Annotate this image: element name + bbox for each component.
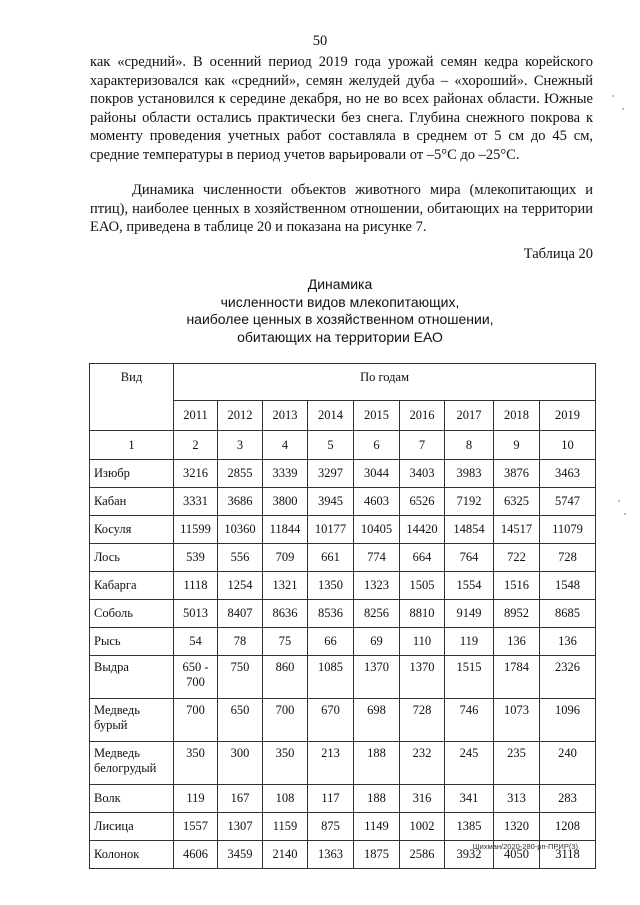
count-cell: 722 xyxy=(494,544,540,572)
count-cell: 3463 xyxy=(540,460,596,488)
caption-line: обитающих на территории ЕАО xyxy=(237,328,443,345)
column-number: 7 xyxy=(400,431,445,460)
count-cell: 11079 xyxy=(540,516,596,544)
count-cell: 764 xyxy=(445,544,494,572)
count-cell: 1073 xyxy=(494,699,540,742)
document-footer: Шихман/2020-280-рп-ПРИР(3) xyxy=(472,842,578,851)
column-number: 9 xyxy=(494,431,540,460)
count-cell: 8256 xyxy=(354,600,400,628)
paragraph-2: Динамика численности объектов животного мира (млекопитающих и птиц), наиболее ценных в хозяйственном отношении, обитающих на территории ЕАО, приведена в таблице 20 и показана на рисунке 7. xyxy=(90,182,593,236)
count-cell: 1554 xyxy=(445,572,494,600)
count-cell: 1002 xyxy=(400,813,445,841)
paragraph-1: как «средний». В осенний период 2019 года урожай семян кедра корейского характеризовался как «средний», семян желудей дуба – «хороший». Снежный покров установился к середине декабря, но не во всех районах области. Южные районы области остались практически без снега. Глубина снежного покрова к моменту проведения учетных работ составляла в среднем от 5 см до 45 см, средние температуры в период учетов варьировали от –5°С до –25°С. xyxy=(90,54,593,163)
count-cell: 3983 xyxy=(445,460,494,488)
count-cell: 119 xyxy=(445,628,494,656)
count-cell: 1350 xyxy=(308,572,354,600)
year-header: 2013 xyxy=(263,401,308,431)
table-row xyxy=(90,656,596,699)
year-header: 2011 xyxy=(174,401,218,431)
count-cell: 3297 xyxy=(308,460,354,488)
count-cell: 136 xyxy=(540,628,596,656)
species-name: Рысь xyxy=(90,628,174,656)
count-cell: 774 xyxy=(354,544,400,572)
count-cell: 240 xyxy=(540,742,596,785)
header-years: По годам xyxy=(174,364,596,401)
species-name: Выдра xyxy=(90,656,174,699)
count-cell: 2855 xyxy=(218,460,263,488)
count-cell: 1307 xyxy=(218,813,263,841)
species-name: Медведь бурый xyxy=(90,699,174,742)
count-cell: 108 xyxy=(263,785,308,813)
year-header: 2019 xyxy=(540,401,596,431)
count-cell: 1321 xyxy=(263,572,308,600)
count-cell: 350 xyxy=(174,742,218,785)
count-cell: 136 xyxy=(494,628,540,656)
count-cell: 1784 xyxy=(494,656,540,699)
count-cell: 750 xyxy=(218,656,263,699)
species-name: Волк xyxy=(90,785,174,813)
count-cell: 698 xyxy=(354,699,400,742)
count-cell: 875 xyxy=(308,813,354,841)
count-cell: 1085 xyxy=(308,656,354,699)
count-cell: 69 xyxy=(354,628,400,656)
count-cell: 2140 xyxy=(263,841,308,869)
count-cell: 1370 xyxy=(354,656,400,699)
count-cell: 5013 xyxy=(174,600,218,628)
count-cell: 1363 xyxy=(308,841,354,869)
count-cell: 14517 xyxy=(494,516,540,544)
count-cell: 1505 xyxy=(400,572,445,600)
count-cell: 3044 xyxy=(354,460,400,488)
count-cell: 661 xyxy=(308,544,354,572)
table-row xyxy=(90,600,596,628)
count-cell: 300 xyxy=(218,742,263,785)
count-cell: 1515 xyxy=(445,656,494,699)
count-cell: 1516 xyxy=(494,572,540,600)
count-cell: 670 xyxy=(308,699,354,742)
count-cell: 10405 xyxy=(354,516,400,544)
count-cell: 188 xyxy=(354,785,400,813)
count-cell: 350 xyxy=(263,742,308,785)
count-cell: 245 xyxy=(445,742,494,785)
count-cell: 1557 xyxy=(174,813,218,841)
count-cell: 213 xyxy=(308,742,354,785)
count-cell: 1875 xyxy=(354,841,400,869)
year-header: 2018 xyxy=(494,401,540,431)
count-cell: 1548 xyxy=(540,572,596,600)
count-cell: 10177 xyxy=(308,516,354,544)
table-row xyxy=(90,572,596,600)
year-header: 2012 xyxy=(218,401,263,431)
count-cell: 860 xyxy=(263,656,308,699)
caption-line: численности видов млекопитающих, xyxy=(220,293,460,310)
column-number: 1 xyxy=(90,431,174,460)
count-cell: 664 xyxy=(400,544,445,572)
count-cell: 232 xyxy=(400,742,445,785)
count-cell: 1118 xyxy=(174,572,218,600)
count-cell: 341 xyxy=(445,785,494,813)
count-cell: 11844 xyxy=(263,516,308,544)
count-cell: 728 xyxy=(400,699,445,742)
table-row xyxy=(90,544,596,572)
species-table xyxy=(89,363,596,869)
count-cell: 4606 xyxy=(174,841,218,869)
column-number: 8 xyxy=(445,431,494,460)
year-header: 2017 xyxy=(445,401,494,431)
caption-line: Динамика xyxy=(307,276,373,292)
count-cell: 1208 xyxy=(540,813,596,841)
count-cell: 3339 xyxy=(263,460,308,488)
species-name: Кабан xyxy=(90,488,174,516)
count-cell: 6526 xyxy=(400,488,445,516)
count-cell: 700 xyxy=(263,699,308,742)
column-number: 4 xyxy=(263,431,308,460)
count-cell: 8685 xyxy=(540,600,596,628)
species-name: Кабарга xyxy=(90,572,174,600)
count-cell: 313 xyxy=(494,785,540,813)
count-cell: 7192 xyxy=(445,488,494,516)
table-row xyxy=(90,699,596,742)
species-name: Изюбр xyxy=(90,460,174,488)
count-cell: 1323 xyxy=(354,572,400,600)
count-cell: 54 xyxy=(174,628,218,656)
table-label: Таблица 20 xyxy=(523,246,593,262)
table-row xyxy=(90,628,596,656)
count-cell: 9149 xyxy=(445,600,494,628)
count-cell: 8636 xyxy=(263,600,308,628)
count-cell: 14420 xyxy=(400,516,445,544)
count-cell: 650 - 700 xyxy=(174,656,218,699)
count-cell: 66 xyxy=(308,628,354,656)
count-cell: 709 xyxy=(263,544,308,572)
table-row xyxy=(90,460,596,488)
count-cell: 14854 xyxy=(445,516,494,544)
count-cell: 3403 xyxy=(400,460,445,488)
count-cell: 78 xyxy=(218,628,263,656)
caption-line: наиболее ценных в хозяйственном отношении, xyxy=(186,311,494,327)
species-name: Колонок xyxy=(90,841,174,869)
count-cell: 3945 xyxy=(308,488,354,516)
count-cell: 3216 xyxy=(174,460,218,488)
count-cell: 700 xyxy=(174,699,218,742)
header-species: Вид xyxy=(90,364,174,431)
count-cell: 4050 xyxy=(494,841,540,869)
count-cell: 650 xyxy=(218,699,263,742)
species-name: Соболь xyxy=(90,600,174,628)
page-number: 50 xyxy=(312,33,328,49)
count-cell: 3331 xyxy=(174,488,218,516)
count-cell: 167 xyxy=(218,785,263,813)
count-cell: 119 xyxy=(174,785,218,813)
count-cell: 3686 xyxy=(218,488,263,516)
count-cell: 5747 xyxy=(540,488,596,516)
count-cell: 110 xyxy=(400,628,445,656)
count-cell: 188 xyxy=(354,742,400,785)
count-cell: 3876 xyxy=(494,460,540,488)
count-cell: 11599 xyxy=(174,516,218,544)
count-cell: 1254 xyxy=(218,572,263,600)
count-cell: 1320 xyxy=(494,813,540,841)
table-row xyxy=(90,516,596,544)
table-row xyxy=(90,813,596,841)
count-cell: 10360 xyxy=(218,516,263,544)
count-cell: 4603 xyxy=(354,488,400,516)
count-cell: 8536 xyxy=(308,600,354,628)
count-cell: 117 xyxy=(308,785,354,813)
column-number: 2 xyxy=(174,431,218,460)
count-cell: 3932 xyxy=(445,841,494,869)
column-number: 5 xyxy=(308,431,354,460)
count-cell: 746 xyxy=(445,699,494,742)
count-cell: 539 xyxy=(174,544,218,572)
count-cell: 6325 xyxy=(494,488,540,516)
count-cell: 2586 xyxy=(400,841,445,869)
count-cell: 8810 xyxy=(400,600,445,628)
column-number: 3 xyxy=(218,431,263,460)
count-cell: 283 xyxy=(540,785,596,813)
species-name: Косуля xyxy=(90,516,174,544)
count-cell: 1370 xyxy=(400,656,445,699)
count-cell: 3459 xyxy=(218,841,263,869)
count-cell: 3118 xyxy=(540,841,596,869)
count-cell: 75 xyxy=(263,628,308,656)
year-header: 2016 xyxy=(400,401,445,431)
count-cell: 235 xyxy=(494,742,540,785)
table-row xyxy=(90,785,596,813)
table-row xyxy=(90,742,596,785)
count-cell: 1385 xyxy=(445,813,494,841)
count-cell: 728 xyxy=(540,544,596,572)
count-cell: 1149 xyxy=(354,813,400,841)
column-number: 6 xyxy=(354,431,400,460)
species-name: Лось xyxy=(90,544,174,572)
count-cell: 8952 xyxy=(494,600,540,628)
count-cell: 8407 xyxy=(218,600,263,628)
species-name: Медведь белогрудый xyxy=(90,742,174,785)
year-header: 2014 xyxy=(308,401,354,431)
table-caption xyxy=(0,276,640,346)
count-cell: 3800 xyxy=(263,488,308,516)
species-name: Лисица xyxy=(90,813,174,841)
year-header: 2015 xyxy=(354,401,400,431)
count-cell: 556 xyxy=(218,544,263,572)
column-number: 10 xyxy=(540,431,596,460)
count-cell: 1096 xyxy=(540,699,596,742)
count-cell: 2326 xyxy=(540,656,596,699)
table-row xyxy=(90,488,596,516)
count-cell: 316 xyxy=(400,785,445,813)
count-cell: 1159 xyxy=(263,813,308,841)
